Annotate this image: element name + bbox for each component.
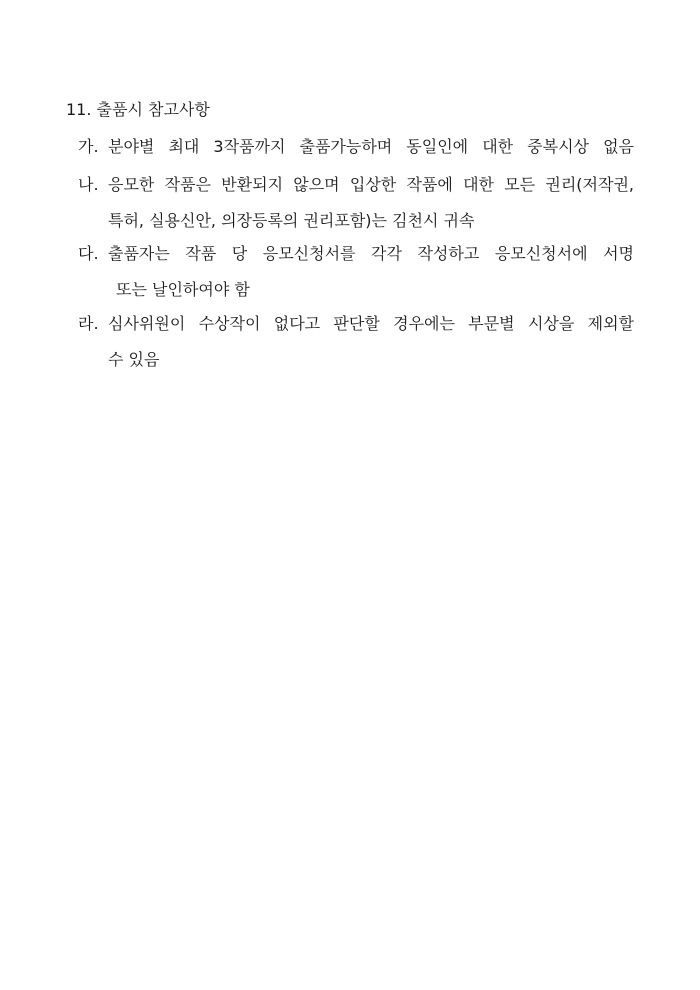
list-item-ra (78, 313, 634, 371)
list-item-text-continued: 또는 날인하여야 함 (116, 280, 250, 299)
list-item-da (78, 243, 634, 301)
list-item-text: 응모한 작품은 반환되지 않으며 입상한 작품에 대한 모든 권리(저작권, (108, 175, 634, 194)
list-item-text: 출품자는 작품 당 응모신청서를 각각 작성하고 응모신청서에 서명 (108, 244, 634, 263)
section-number: 11. (66, 100, 92, 119)
list-marker: 나. (78, 175, 99, 194)
list-item-ga (78, 136, 634, 158)
list-item-text: 분야별 최대 3작품까지 출품가능하며 동일인에 대한 중복시상 없음 (108, 137, 634, 156)
section-title: 출품시 참고사항 (96, 100, 210, 119)
list-marker: 다. (78, 244, 99, 263)
list-marker: 가. (78, 137, 99, 156)
list-marker: 라. (78, 314, 99, 333)
list-item-text: 심사위원이 수상작이 없다고 판단할 경우에는 부문별 시상을 제외할 (108, 314, 634, 333)
list-item-text-continued: 수 있음 (108, 350, 160, 369)
list-item-text-continued: 특허, 실용신안, 의장등록의 권리포함)는 김천시 귀속 (108, 211, 475, 230)
section-heading (66, 99, 210, 121)
list-item-na (78, 174, 634, 232)
